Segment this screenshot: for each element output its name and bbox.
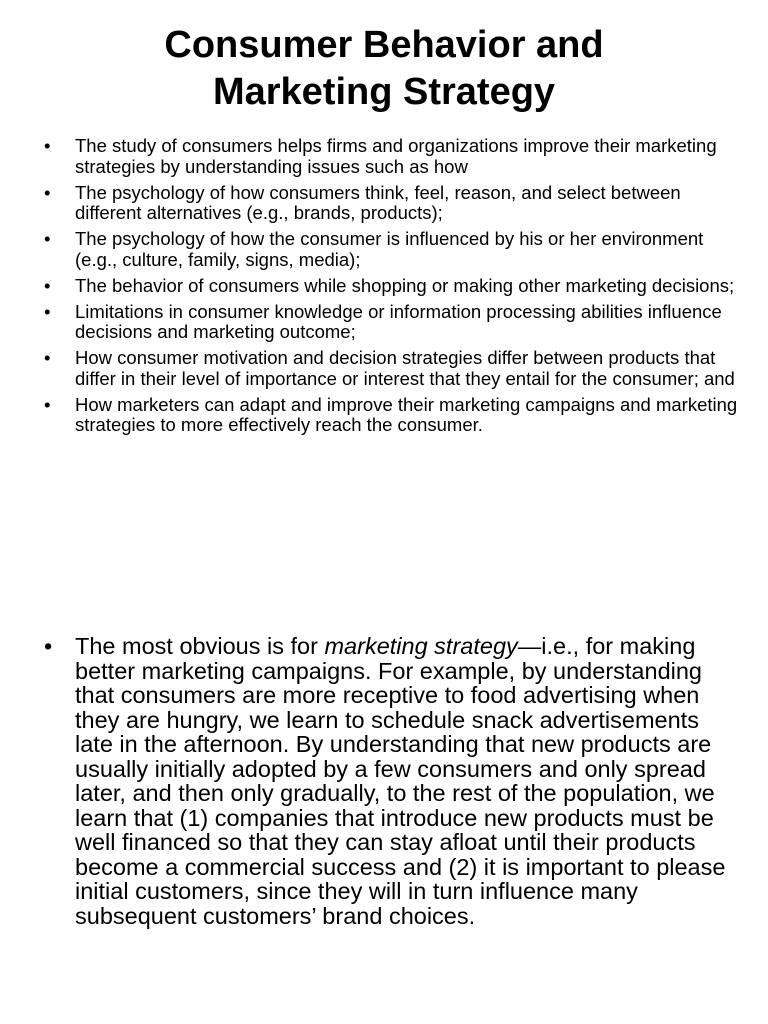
bullet-item <box>44 633 740 929</box>
slide-title <box>0 22 768 116</box>
bullet-item <box>44 274 745 297</box>
bullet-item <box>44 228 745 270</box>
bullet-text: The study of consumers helps firms and organizations improve their marketing strategies by understanding issues such as how <box>75 135 717 177</box>
bullet-item <box>44 300 745 343</box>
bullet-item <box>44 181 745 224</box>
bullet-text-rest: —i.e., for making better marketing campaigns. For example, by understanding that consumers are more receptive to food advertising when they are hungry, we learn to schedule snack advertisements late in the afternoon. By understanding that new products are usually initially adopted by a few consumers and only spread later, and then only gradually, to the rest of the population, we learn that (1) companies that introduce new products must be well financed so that they can stay afloat until their products become a commercial success and (2) it is important to please initial customers, since they will in turn influence many subsequent customers’ brand choices. <box>75 633 726 929</box>
slide-title-line-1: Consumer Behavior and <box>164 24 604 66</box>
bullet-item <box>44 347 745 389</box>
bullet-dot-icon: • <box>44 135 51 156</box>
slide-title-line-2: Marketing Strategy <box>212 71 556 113</box>
bullet-item <box>44 135 745 177</box>
bottom-bullet-list <box>44 633 740 929</box>
bullet-dot-icon: • <box>44 228 51 249</box>
bullet-item <box>44 393 745 436</box>
bullet-text <box>75 633 725 929</box>
bullet-dot-icon: • <box>44 274 51 296</box>
top-bullet-list <box>44 135 745 441</box>
bullet-text: Limitations in consumer knowledge or information processing abilities influence decisions and marketing outcome; <box>75 300 722 342</box>
bullet-text: The psychology of how the consumer is influenced by his or her environment (e.g., culture, family, signs, media); <box>75 228 704 270</box>
bullet-dot-icon: • <box>44 181 51 203</box>
bullet-text: The psychology of how consumers think, feel, reason, and select between different alternatives (e.g., brands, products); <box>75 181 681 223</box>
bullet-dot-icon: • <box>44 300 51 322</box>
bullet-text: How marketers can adapt and improve their marketing campaigns and marketing strategies to more effectively reach the consumer. <box>75 393 738 435</box>
bullet-text-emphasis: marketing strategy <box>324 633 518 659</box>
bullet-text-lead: The most obvious is for <box>75 633 325 659</box>
bullet-text: The behavior of consumers while shopping or making other marketing decisions; <box>75 274 735 296</box>
bullet-text: How consumer motivation and decision strategies differ between products that differ in their level of importance or interest that they entail for the consumer; and <box>75 347 735 389</box>
bullet-dot-icon: • <box>44 347 51 368</box>
bullet-dot-icon: • <box>44 633 53 659</box>
bullet-dot-icon: • <box>44 393 51 415</box>
